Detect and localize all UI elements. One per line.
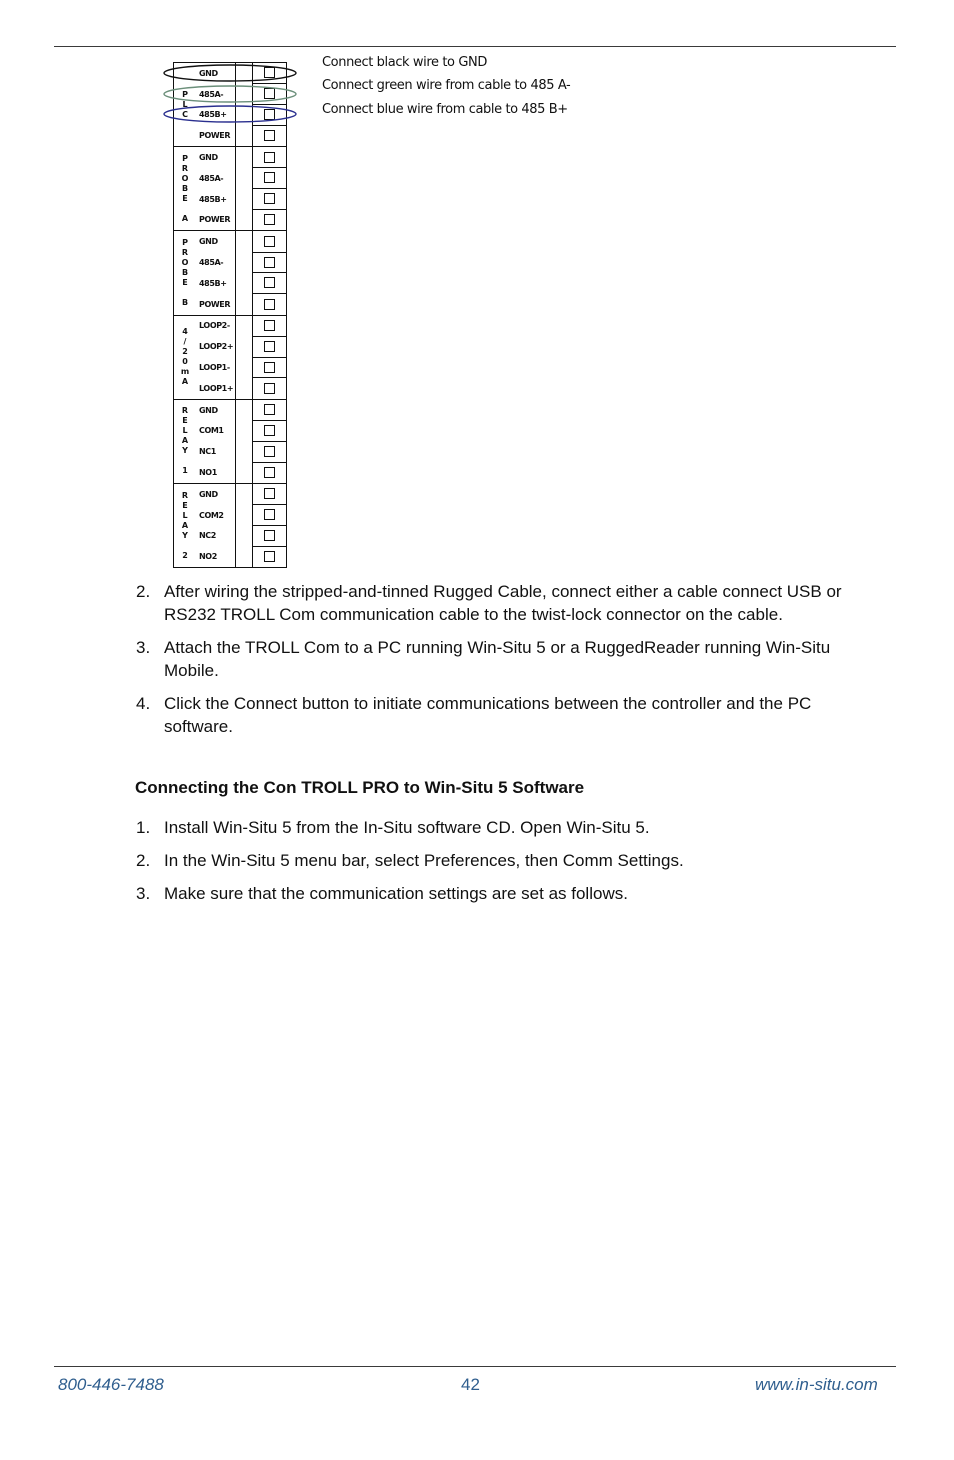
terminal-screw-icon xyxy=(264,425,275,436)
terminal-screw-icon xyxy=(264,88,275,99)
group-label-letter: R xyxy=(181,163,189,173)
group-label-letter: L xyxy=(182,510,188,520)
terminal-label: 485A- xyxy=(199,89,224,99)
terminal-gap xyxy=(235,231,253,252)
terminal-screw-cell xyxy=(253,504,286,526)
list-item xyxy=(136,849,866,872)
terminal-screw-icon xyxy=(264,152,275,163)
group-label-letter: 2 xyxy=(182,347,188,357)
terminal-screw-cell xyxy=(253,167,286,189)
terminal-label: 485B+ xyxy=(199,110,227,120)
step-text: After wiring the stripped-and-tinned Rugged Cable, connect either a cable connect USB or RS232 TROLL Com communication cable to the twist-lock connector on the cable. xyxy=(164,582,842,624)
terminal-screw-icon xyxy=(264,530,275,541)
terminal-screw-cell xyxy=(253,357,286,379)
group-label-letter: 0 xyxy=(182,357,188,367)
group-label-letter: P xyxy=(182,237,188,247)
step-number: 4. xyxy=(136,694,151,713)
group-label-letter: B xyxy=(181,267,189,277)
terminal-label: COM1 xyxy=(199,426,224,436)
terminal-screw-cell xyxy=(253,483,286,505)
group-label-letter: P xyxy=(182,153,188,163)
steps-list-b xyxy=(136,816,866,915)
group-label-letter: A xyxy=(181,520,189,530)
annotation-blue-wire: Connect blue wire from cable to 485 B+ xyxy=(322,102,568,117)
terminal-row xyxy=(196,316,286,337)
step-number: 1. xyxy=(136,818,151,837)
terminal-strip-diagram xyxy=(173,62,287,568)
terminal-label: POWER xyxy=(199,215,231,225)
terminal-row xyxy=(196,231,286,252)
terminal-label: 485A- xyxy=(199,173,224,183)
terminal-row xyxy=(196,252,286,273)
terminal-screw-cell xyxy=(253,399,286,421)
group-label-letter: C xyxy=(182,109,188,119)
terminal-screw-icon xyxy=(264,509,275,520)
group-label-letter: 1 xyxy=(182,466,188,476)
terminal-row xyxy=(196,526,286,547)
group-label-letter: / xyxy=(183,337,187,347)
terminal-row xyxy=(196,84,286,105)
terminal-screw-cell xyxy=(253,441,286,463)
terminal-group-label xyxy=(174,316,196,399)
terminal-gap xyxy=(235,294,253,315)
list-item xyxy=(136,636,866,682)
step-number: 3. xyxy=(136,884,151,903)
terminal-gap xyxy=(235,526,253,547)
terminal-gap xyxy=(235,84,253,105)
footer-page-number: 42 xyxy=(461,1375,480,1394)
terminal-screw-icon xyxy=(264,109,275,120)
terminal-row xyxy=(196,210,286,231)
step-text: In the Win-Situ 5 menu bar, select Preferences, then Comm Settings. xyxy=(164,851,684,870)
terminal-group xyxy=(174,147,286,231)
terminal-gap xyxy=(235,484,253,505)
terminal-group xyxy=(174,316,286,400)
terminal-row xyxy=(196,441,286,462)
terminal-row xyxy=(196,378,286,399)
group-label-letter: E xyxy=(182,416,188,426)
terminal-screw-icon xyxy=(264,488,275,499)
group-label-letter: A xyxy=(181,213,189,223)
terminal-row xyxy=(196,294,286,315)
terminal-gap xyxy=(235,210,253,231)
terminal-label: GND xyxy=(199,153,218,163)
terminal-group-label xyxy=(174,63,196,146)
terminal-row xyxy=(196,125,286,146)
terminal-row xyxy=(196,505,286,526)
list-item xyxy=(136,882,866,905)
terminal-gap xyxy=(235,63,253,84)
terminal-screw-cell xyxy=(253,315,286,337)
terminal-gap xyxy=(235,378,253,399)
step-text: Make sure that the communication settings are set as follows. xyxy=(164,884,628,903)
footer-rule xyxy=(54,1366,896,1367)
list-item xyxy=(136,692,866,738)
terminal-group-label xyxy=(174,484,196,567)
terminal-row xyxy=(196,462,286,483)
step-number: 2. xyxy=(136,851,151,870)
terminal-label: LOOP2+ xyxy=(199,342,234,352)
terminal-screw-cell xyxy=(253,147,286,169)
terminal-label: NO2 xyxy=(199,552,217,562)
terminal-screw-icon xyxy=(264,383,275,394)
list-item xyxy=(136,816,866,839)
terminal-label: POWER xyxy=(199,299,231,309)
group-label-letter: Y xyxy=(182,530,188,540)
terminal-label: 485A- xyxy=(199,258,224,268)
terminal-label: GND xyxy=(199,489,218,499)
step-number: 2. xyxy=(136,582,151,601)
terminal-gap xyxy=(235,441,253,462)
terminal-label: COM2 xyxy=(199,510,224,520)
terminal-screw-icon xyxy=(264,236,275,247)
section-heading: Connecting the Con TROLL PRO to Win-Situ 5 Software xyxy=(135,778,585,797)
terminal-screw-icon xyxy=(264,404,275,415)
terminal-screw-icon xyxy=(264,551,275,562)
terminal-label: LOOP1+ xyxy=(199,383,234,393)
terminal-label: GND xyxy=(199,68,218,78)
terminal-label: NC1 xyxy=(199,447,216,457)
terminal-screw-icon xyxy=(264,67,275,78)
terminal-screw-icon xyxy=(264,277,275,288)
group-label-letter: 2 xyxy=(182,550,188,560)
terminal-screw-cell xyxy=(253,83,286,105)
terminal-label: 485B+ xyxy=(199,278,227,288)
terminal-gap xyxy=(235,421,253,442)
terminal-gap xyxy=(235,336,253,357)
terminal-row xyxy=(196,357,286,378)
group-label-letter: L xyxy=(182,99,188,109)
header-rule xyxy=(54,46,896,47)
terminal-screw-icon xyxy=(264,193,275,204)
terminal-label: NC2 xyxy=(199,531,216,541)
terminal-gap xyxy=(235,147,253,168)
terminal-label: 485B+ xyxy=(199,194,227,204)
terminal-screw-icon xyxy=(264,446,275,457)
group-label-letter: Y xyxy=(182,446,188,456)
terminal-screw-icon xyxy=(264,362,275,373)
terminal-gap xyxy=(235,462,253,483)
terminal-label: GND xyxy=(199,405,218,415)
group-label-letter: B xyxy=(181,183,189,193)
terminal-group xyxy=(174,63,286,147)
terminal-label: LOOP2- xyxy=(199,321,230,331)
group-label-letter: 4 xyxy=(182,327,188,337)
terminal-gap xyxy=(235,105,253,126)
terminal-gap xyxy=(235,252,253,273)
terminal-screw-cell xyxy=(253,63,286,85)
terminal-gap xyxy=(235,273,253,294)
terminal-screw-cell xyxy=(253,336,286,358)
steps-list-a xyxy=(136,580,866,748)
terminal-row xyxy=(196,546,286,567)
terminal-screw-cell xyxy=(253,546,286,567)
terminal-screw-cell xyxy=(253,104,286,126)
group-label-letter: E xyxy=(182,277,188,287)
terminal-screw-cell xyxy=(253,294,286,315)
group-label-letter: R xyxy=(181,406,189,416)
group-label-letter: E xyxy=(182,500,188,510)
group-label-letter: P xyxy=(182,89,188,99)
annotation-black-wire: Connect black wire to GND xyxy=(322,55,487,70)
terminal-group-label xyxy=(174,147,196,230)
terminal-row xyxy=(196,147,286,168)
terminal-group xyxy=(174,484,286,568)
annotation-green-wire: Connect green wire from cable to 485 A- xyxy=(322,78,571,93)
terminal-screw-cell xyxy=(253,378,286,399)
footer-website-link[interactable]: www.in-situ.com xyxy=(755,1375,878,1394)
terminal-gap xyxy=(235,316,253,337)
terminal-gap xyxy=(235,505,253,526)
terminal-screw-icon xyxy=(264,467,275,478)
terminal-gap xyxy=(235,400,253,421)
group-label-letter: R xyxy=(181,490,189,500)
terminal-screw-icon xyxy=(264,299,275,310)
group-label-letter: L xyxy=(182,426,188,436)
terminal-row xyxy=(196,336,286,357)
group-label-letter: R xyxy=(181,247,189,257)
terminal-label: NO1 xyxy=(199,468,217,478)
terminal-screw-cell xyxy=(253,188,286,210)
terminal-screw-icon xyxy=(264,257,275,268)
terminal-screw-icon xyxy=(264,214,275,225)
group-label-letter: B xyxy=(181,297,189,307)
terminal-screw-cell xyxy=(253,525,286,547)
group-label-letter: m xyxy=(180,367,190,377)
terminal-row xyxy=(196,63,286,84)
group-label-letter: O xyxy=(181,173,189,183)
terminal-screw-cell xyxy=(253,125,286,146)
terminal-screw-cell xyxy=(253,252,286,274)
terminal-screw-icon xyxy=(264,320,275,331)
terminal-row xyxy=(196,189,286,210)
terminal-gap xyxy=(235,546,253,567)
footer-phone: 800-446-7488 xyxy=(58,1375,164,1394)
terminal-row xyxy=(196,105,286,126)
terminal-screw-cell xyxy=(253,420,286,442)
group-label-letter: A xyxy=(181,436,189,446)
terminal-row xyxy=(196,168,286,189)
group-label-letter: A xyxy=(181,377,189,387)
terminal-label: GND xyxy=(199,237,218,247)
terminal-label: LOOP1- xyxy=(199,363,230,373)
list-item xyxy=(136,580,866,626)
terminal-label: POWER xyxy=(199,131,231,141)
terminal-group-label xyxy=(174,231,196,314)
terminal-gap xyxy=(235,125,253,146)
step-text: Attach the TROLL Com to a PC running Win-Situ 5 or a RuggedReader running Win-Situ Mobile. xyxy=(164,638,831,680)
step-text: Click the Connect button to initiate communications between the controller and the PC software. xyxy=(164,694,812,736)
group-label-letter: E xyxy=(182,193,188,203)
wire-ovals xyxy=(0,0,954,200)
terminal-screw-cell xyxy=(253,210,286,231)
terminal-group xyxy=(174,231,286,315)
terminal-screw-icon xyxy=(264,172,275,183)
terminal-screw-cell xyxy=(253,462,286,483)
terminal-gap xyxy=(235,168,253,189)
terminal-gap xyxy=(235,189,253,210)
step-text: Install Win-Situ 5 from the In-Situ software CD. Open Win-Situ 5. xyxy=(164,818,650,837)
group-label-letter: O xyxy=(181,257,189,267)
terminal-screw-cell xyxy=(253,231,286,253)
terminal-screw-icon xyxy=(264,130,275,141)
terminal-screw-icon xyxy=(264,341,275,352)
terminal-screw-cell xyxy=(253,272,286,294)
terminal-group xyxy=(174,400,286,484)
terminal-row xyxy=(196,400,286,421)
terminal-gap xyxy=(235,357,253,378)
terminal-row xyxy=(196,421,286,442)
step-number: 3. xyxy=(136,638,151,657)
terminal-row xyxy=(196,273,286,294)
terminal-group-label xyxy=(174,400,196,483)
terminal-row xyxy=(196,484,286,505)
